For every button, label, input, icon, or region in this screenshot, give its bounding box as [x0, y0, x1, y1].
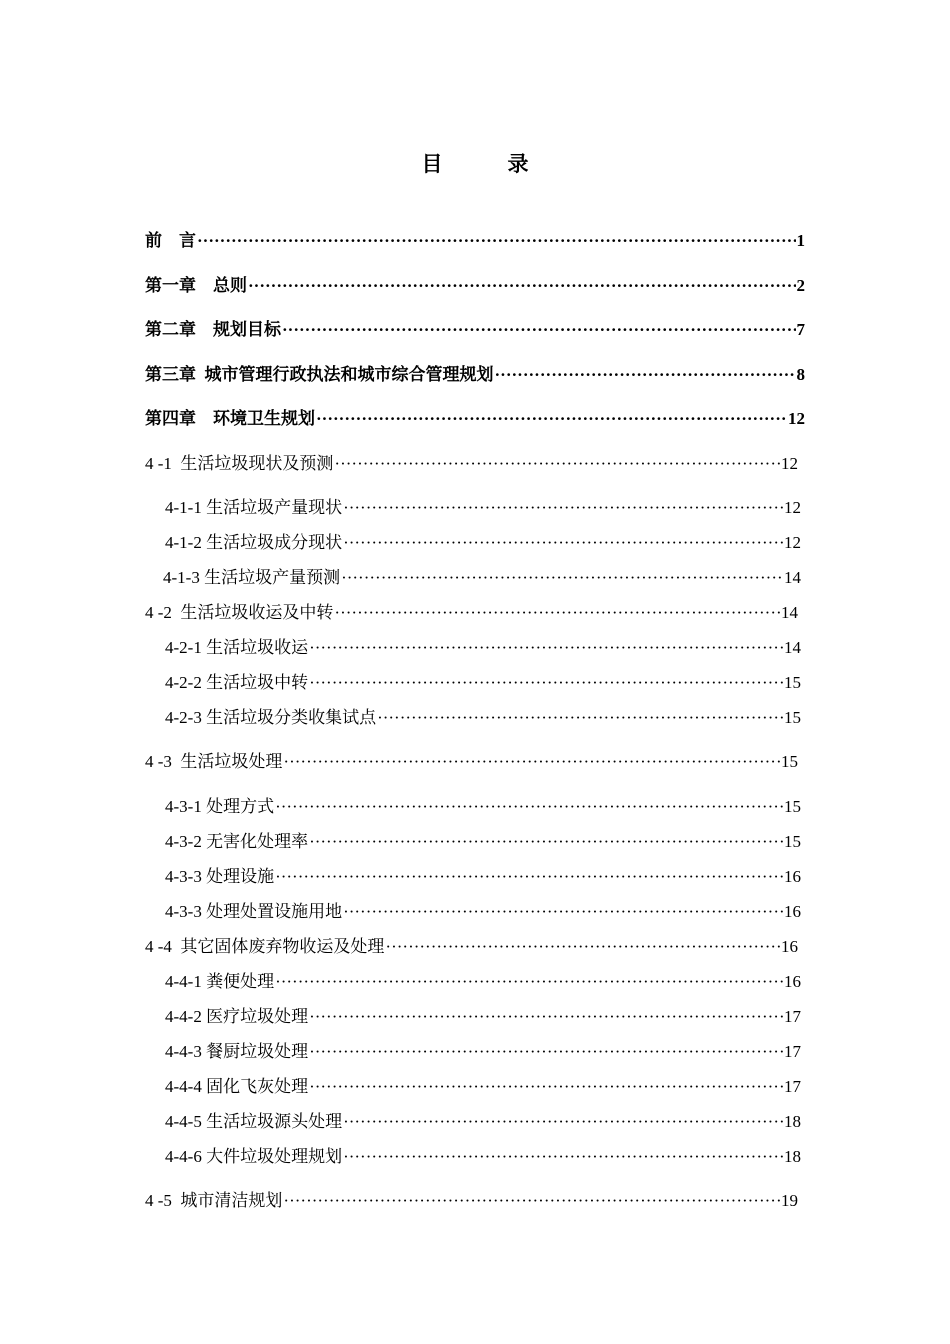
toc-entry-page: 12	[784, 498, 801, 517]
toc-leader-dots	[309, 637, 783, 659]
toc-entry-title: 4-3-2 无害化处理率	[165, 832, 309, 851]
toc-entry-page: 14	[781, 603, 798, 622]
toc-leader-dots	[343, 1111, 783, 1133]
toc-entry-chapter-2[interactable]	[145, 319, 805, 341]
toc-entry-title: 4-2-3 生活垃圾分类收集试点	[165, 708, 377, 727]
toc-entry-page: 18	[784, 1147, 801, 1166]
toc-entry-subsection-4-3-3[interactable]	[165, 866, 801, 888]
toc-entry-title: 4 -2 生活垃圾收运及中转	[145, 603, 334, 622]
toc-entry-page: 7	[796, 320, 805, 339]
toc-entry-subsection-4-3-1[interactable]	[165, 796, 801, 818]
toc-entry-title: 4-4-1 粪便处理	[165, 972, 275, 991]
toc-entry-title: 4-3-1 处理方式	[165, 797, 275, 816]
toc-entry-title: 4 -4 其它固体废弃物收运及处理	[145, 937, 385, 956]
toc-entry-page: 19	[781, 1191, 798, 1210]
toc-entry-chapter-3[interactable]	[145, 364, 805, 386]
toc-entry-subsection-4-2-3[interactable]	[165, 707, 801, 729]
toc-entry-page: 12	[781, 454, 798, 473]
toc-leader-dots	[334, 453, 780, 475]
toc-entry-subsection-4-4-6[interactable]	[165, 1146, 801, 1168]
toc-entry-title: 前 言	[145, 231, 196, 250]
toc-entry-subsection-4-1-2[interactable]	[165, 532, 801, 554]
toc-entry-subsection-4-1-1[interactable]	[165, 497, 801, 519]
toc-entry-page: 15	[784, 708, 801, 727]
toc-entry-title: 第一章 总则	[145, 276, 247, 295]
toc-leader-dots	[341, 567, 783, 589]
toc-entry-subsection-4-4-2[interactable]	[165, 1006, 801, 1028]
toc-entry-subsection-4-4-5[interactable]	[165, 1111, 801, 1133]
toc-entry-page: 16	[784, 902, 801, 921]
toc-leader-dots	[334, 602, 780, 624]
toc-entry-page: 15	[784, 832, 801, 851]
toc-entry-section-4-1[interactable]	[145, 453, 798, 475]
toc-entry-subsection-4-1-3[interactable]	[163, 567, 801, 589]
toc-entry-page: 12	[784, 533, 801, 552]
toc-leader-dots	[343, 901, 783, 923]
toc-leader-dots	[197, 230, 796, 252]
toc-entry-title: 4 -1 生活垃圾现状及预测	[145, 454, 334, 473]
toc-entry-page: 14	[784, 638, 801, 657]
toc-leader-dots	[275, 866, 783, 888]
toc-leader-dots	[283, 751, 780, 773]
toc-entry-section-4-2[interactable]	[145, 602, 798, 624]
toc-entry-subsection-4-2-1[interactable]	[165, 637, 801, 659]
toc-leader-dots	[343, 497, 783, 519]
toc-entry-subsection-4-4-4[interactable]	[165, 1076, 801, 1098]
toc-entry-title: 4-3-3 处理设施	[165, 867, 275, 886]
toc-entry-page: 15	[784, 673, 801, 692]
toc-entry-title: 4-4-2 医疗垃圾处理	[165, 1007, 309, 1026]
toc-entry-page: 17	[784, 1042, 801, 1061]
toc-entry-page: 15	[781, 752, 798, 771]
toc-entry-section-4-3[interactable]	[145, 751, 798, 773]
toc-leader-dots	[316, 408, 787, 430]
toc-entry-title: 第四章 环境卫生规划	[145, 409, 315, 428]
toc-entry-subsection-4-3-2[interactable]	[165, 831, 801, 853]
toc-leader-dots	[343, 532, 783, 554]
toc-leader-dots	[309, 672, 783, 694]
toc-entry-subsection-4-2-2[interactable]	[165, 672, 801, 694]
toc-leader-dots	[495, 364, 796, 386]
toc-entry-title: 4-4-5 生活垃圾源头处理	[165, 1112, 343, 1131]
toc-leader-dots	[309, 1041, 783, 1063]
toc-entry-page: 12	[788, 409, 805, 428]
toc-entry-page: 16	[784, 867, 801, 886]
toc-entry-title: 第三章 城市管理行政执法和城市综合管理规划	[145, 365, 494, 384]
toc-entry-subsection-4-4-1[interactable]	[165, 971, 801, 993]
toc-entry-chapter-4[interactable]	[145, 408, 805, 430]
toc-entry-title: 4 -3 生活垃圾处理	[145, 752, 283, 771]
toc-entry-title: 4-2-1 生活垃圾收运	[165, 638, 309, 657]
toc-entry-title: 第二章 规划目标	[145, 320, 281, 339]
toc-entry-chapter-1[interactable]	[145, 275, 805, 297]
toc-entry-subsection-4-3-3b[interactable]	[165, 901, 801, 923]
toc-leader-dots	[283, 1190, 780, 1212]
toc-entry-page: 8	[796, 365, 805, 384]
toc-entry-title: 4-2-2 生活垃圾中转	[165, 673, 309, 692]
toc-entry-title: 4-3-3 处理处置设施用地	[165, 902, 343, 921]
toc-leader-dots	[282, 319, 796, 341]
page-title: 目 录	[421, 152, 551, 176]
toc-entry-title: 4-1-3 生活垃圾产量预测	[163, 568, 341, 587]
toc-entry-subsection-4-4-3[interactable]	[165, 1041, 801, 1063]
toc-entry-preface[interactable]	[145, 230, 805, 252]
toc-entry-page: 17	[784, 1077, 801, 1096]
toc-entry-page: 16	[781, 937, 798, 956]
toc-entry-page: 15	[784, 797, 801, 816]
toc-leader-dots	[385, 936, 780, 958]
toc-entry-title: 4 -5 城市清洁规划	[145, 1191, 283, 1210]
toc-entry-section-4-4[interactable]	[145, 936, 798, 958]
toc-entry-title: 4-1-2 生活垃圾成分现状	[165, 533, 343, 552]
toc-entry-page: 17	[784, 1007, 801, 1026]
toc-leader-dots	[275, 971, 783, 993]
toc-entry-title: 4-4-3 餐厨垃圾处理	[165, 1042, 309, 1061]
toc-entry-page: 2	[796, 276, 805, 295]
toc-leader-dots	[275, 796, 783, 818]
toc-entry-title: 4-1-1 生活垃圾产量现状	[165, 498, 343, 517]
toc-entry-page: 14	[784, 568, 801, 587]
toc-entry-page: 1	[796, 231, 805, 250]
toc-leader-dots	[343, 1146, 783, 1168]
toc-leader-dots	[377, 707, 783, 729]
toc-leader-dots	[248, 275, 796, 297]
toc-entry-page: 16	[784, 972, 801, 991]
toc-entry-page: 18	[784, 1112, 801, 1131]
toc-entry-title: 4-4-4 固化飞灰处理	[165, 1077, 309, 1096]
toc-leader-dots	[309, 831, 783, 853]
toc-leader-dots	[309, 1006, 783, 1028]
toc-entry-section-4-5[interactable]	[145, 1190, 798, 1212]
toc-entry-title: 4-4-6 大件垃圾处理规划	[165, 1147, 343, 1166]
toc-leader-dots	[309, 1076, 783, 1098]
